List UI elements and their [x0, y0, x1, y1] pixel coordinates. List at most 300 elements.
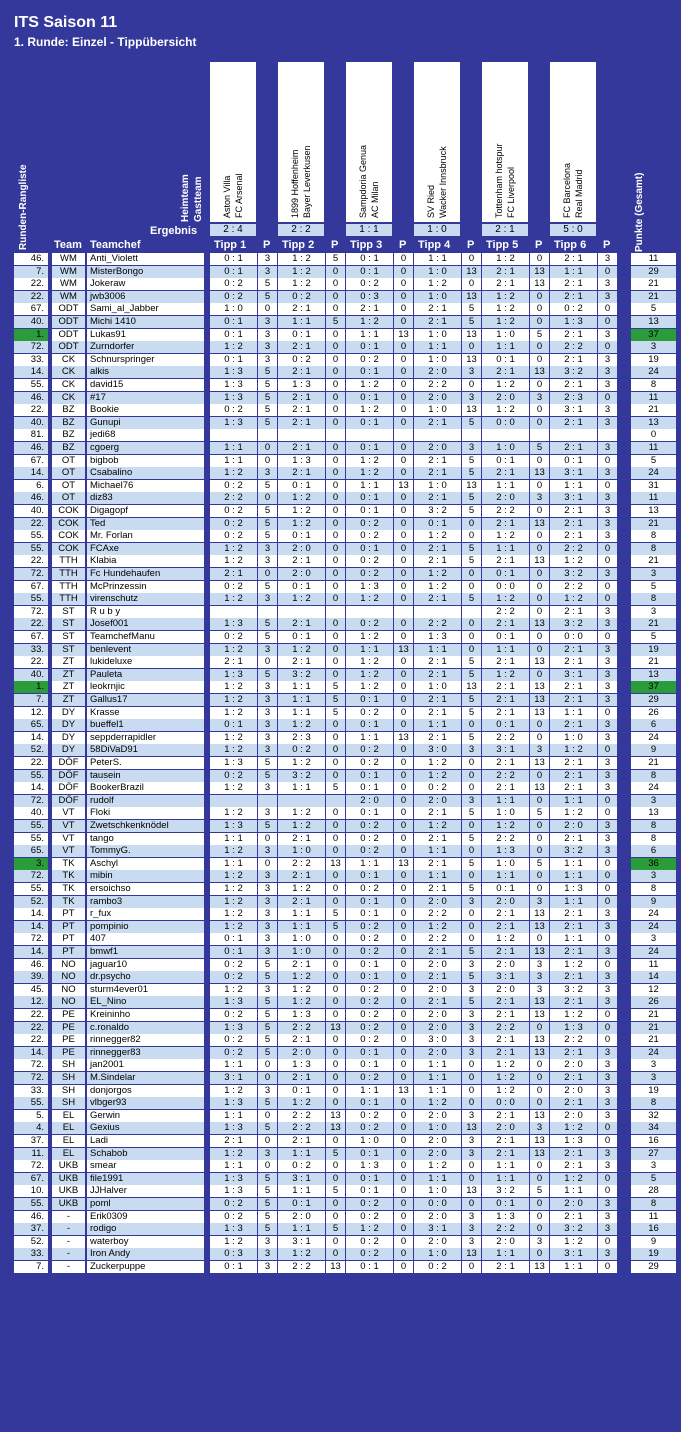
points-cell: 13	[530, 555, 549, 567]
points-cell: 0	[326, 266, 345, 278]
tipp-cell: 0 : 0	[550, 631, 597, 643]
points-cell: 13	[394, 732, 413, 744]
points-cell: 0	[394, 996, 413, 1008]
rank-cell: 55.	[14, 1097, 48, 1109]
tipp-cell: 0 : 2	[278, 744, 325, 756]
points-cell: 0	[530, 820, 549, 832]
points-cell: 5	[326, 908, 345, 920]
tipp-cell: 1 : 0	[414, 291, 461, 303]
tipp-cell: 0 : 2	[278, 354, 325, 366]
table-row	[0, 618, 681, 631]
points-cell: 0	[394, 1236, 413, 1248]
points-cell	[462, 429, 481, 441]
team-cell: DÖF	[52, 795, 85, 807]
team-cell: UKB	[52, 1173, 85, 1185]
tipp-cell: 0 : 2	[346, 354, 393, 366]
rank-cell: 55.	[14, 530, 48, 542]
points-cell: 0	[530, 543, 549, 555]
tipp-cell: 3 : 2	[550, 845, 597, 857]
tipp-cell: 0 : 1	[550, 455, 597, 467]
total-points-cell: 13	[631, 505, 676, 517]
tipp-cell: 0 : 2	[210, 291, 257, 303]
tipp-cell: 3 : 1	[550, 492, 597, 504]
points-cell: 3	[598, 366, 617, 378]
points-cell: 3	[598, 568, 617, 580]
rank-cell: 33.	[14, 644, 48, 656]
tipp-cell: 1 : 1	[482, 870, 529, 882]
tipp-cell: 1 : 0	[278, 845, 325, 857]
tipp-cell: 1 : 3	[550, 1022, 597, 1034]
tipp-cell: 2 : 1	[550, 908, 597, 920]
rank-cell: 7.	[14, 1261, 48, 1273]
teamchef-cell: 407	[87, 933, 204, 945]
away-team-name: FC Arsenal	[234, 173, 244, 218]
teamchef-cell: TeamchefManu	[87, 631, 204, 643]
total-points-cell: 31	[631, 480, 676, 492]
points-cell: 0	[462, 341, 481, 353]
points-cell: 0	[394, 1148, 413, 1160]
teamchef-cell: lukideluxe	[87, 656, 204, 668]
total-points-cell: 11	[631, 1211, 676, 1223]
tipp-cell: 1 : 1	[210, 833, 257, 845]
points-cell: 0	[530, 1085, 549, 1097]
total-points-cell: 26	[631, 996, 676, 1008]
away-team-name: AC Milan	[370, 181, 380, 218]
tipp-cell: 2 : 2	[414, 908, 461, 920]
points-cell: 3	[530, 1122, 549, 1134]
heimteam-label: Heimteam	[180, 174, 191, 222]
tipp-cell: 1 : 2	[414, 568, 461, 580]
points-cell: 0	[394, 870, 413, 882]
total-points-cell: 8	[631, 543, 676, 555]
tipp-cell: 0 : 2	[210, 404, 257, 416]
points-cell: 0	[530, 933, 549, 945]
team-cell: TK	[52, 858, 85, 870]
points-cell: 3	[598, 1160, 617, 1172]
points-cell: 13	[462, 1185, 481, 1197]
points-cell: 13	[530, 266, 549, 278]
points-cell: 3	[462, 1223, 481, 1235]
points-cell: 0	[462, 278, 481, 290]
table-row	[0, 329, 681, 342]
points-cell: 0	[394, 883, 413, 895]
tipp-cell: 1 : 0	[550, 732, 597, 744]
points-cell: 0	[530, 404, 549, 416]
tipp-cell: 0 : 0	[482, 417, 529, 429]
points-cell: 0	[326, 984, 345, 996]
tipp-cell: 1 : 2	[278, 757, 325, 769]
match-result-2: 2 : 2	[278, 224, 324, 236]
page-title: ITS Saison 11	[14, 14, 118, 31]
tipp-cell: 2 : 1	[278, 656, 325, 668]
tipp-cell: 0 : 1	[278, 631, 325, 643]
tipp-cell	[346, 606, 393, 618]
table-row	[0, 921, 681, 934]
rank-cell: 46.	[14, 253, 48, 265]
tipp-cell: 2 : 1	[346, 303, 393, 315]
match-header-4	[414, 62, 460, 222]
tipp-cell: 1 : 2	[210, 782, 257, 794]
points-cell: 5	[462, 996, 481, 1008]
tipp-cell: 0 : 1	[278, 581, 325, 593]
tipp-cell: 2 : 0	[414, 1047, 461, 1059]
points-cell: 0	[462, 618, 481, 630]
tipp-cell: 1 : 1	[210, 455, 257, 467]
points-cell: 3	[258, 921, 277, 933]
team-cell: TK	[52, 883, 85, 895]
total-points-cell: 16	[631, 1135, 676, 1147]
tipp-header-6: Tipp 6	[554, 239, 587, 251]
points-cell: 0	[462, 757, 481, 769]
points-cell: 0	[394, 694, 413, 706]
points-cell: 0	[598, 1173, 617, 1185]
points-cell: 13	[530, 278, 549, 290]
rank-cell: 7.	[14, 266, 48, 278]
total-points-cell: 8	[631, 1198, 676, 1210]
points-cell: 0	[394, 1034, 413, 1046]
tipp-cell: 0 : 1	[346, 694, 393, 706]
tipp-cell: 2 : 1	[482, 1261, 529, 1273]
total-points-cell: 37	[631, 329, 676, 341]
points-cell: 0	[326, 543, 345, 555]
tipp-cell: 2 : 1	[414, 694, 461, 706]
rank-cell: 22.	[14, 656, 48, 668]
tipp-cell: 1 : 2	[550, 959, 597, 971]
tipp-cell: 1 : 2	[482, 404, 529, 416]
total-points-cell: 21	[631, 1022, 676, 1034]
tipp-cell: 0 : 1	[346, 1261, 393, 1273]
tipp-cell: 2 : 1	[482, 555, 529, 567]
teamchef-cell: Fc Hundehaufen	[87, 568, 204, 580]
points-cell: 0	[598, 555, 617, 567]
team-cell: ST	[52, 631, 85, 643]
tipp-cell: 1 : 2	[482, 1059, 529, 1071]
points-cell: 0	[462, 870, 481, 882]
tipp-cell: 3 : 1	[210, 1072, 257, 1084]
tipp-cell: 1 : 0	[414, 480, 461, 492]
teamchef-cell: Aschyl	[87, 858, 204, 870]
table-row	[0, 417, 681, 430]
tipp-cell: 1 : 1	[278, 694, 325, 706]
tipp-cell: 2 : 1	[278, 555, 325, 567]
points-cell: 13	[462, 480, 481, 492]
table-row	[0, 392, 681, 405]
teamchef-cell: alkis	[87, 366, 204, 378]
points-cell: 0	[394, 455, 413, 467]
points-cell: 0	[258, 656, 277, 668]
points-cell: 3	[258, 707, 277, 719]
tipp-cell: 0 : 1	[346, 417, 393, 429]
total-points-cell: 5	[631, 631, 676, 643]
points-cell: 3	[598, 669, 617, 681]
tipp-cell: 1 : 0	[414, 1248, 461, 1260]
rank-cell: 52.	[14, 896, 48, 908]
tipp-cell: 1 : 0	[414, 681, 461, 693]
tipp-cell: 1 : 1	[550, 1185, 597, 1197]
points-cell: 0	[394, 1135, 413, 1147]
rank-cell: 1.	[14, 329, 48, 341]
table-row	[0, 1034, 681, 1047]
points-header-5: P	[535, 239, 543, 251]
teamchef-cell: BookerBrazil	[87, 782, 204, 794]
points-cell: 0	[394, 1160, 413, 1172]
tipp-cell: 1 : 1	[278, 1148, 325, 1160]
home-team-name: FC Barcelona	[562, 162, 572, 218]
match-result-5: 2 : 1	[482, 224, 528, 236]
table-row	[0, 341, 681, 354]
total-points-cell: 5	[631, 1173, 676, 1185]
points-cell: 3	[258, 933, 277, 945]
tipp-cell: 0 : 1	[346, 807, 393, 819]
tipp-cell: 2 : 0	[414, 366, 461, 378]
total-points-cell: 16	[631, 1223, 676, 1235]
tipp-cell: 1 : 2	[482, 291, 529, 303]
tipp-cell: 1 : 2	[210, 1236, 257, 1248]
points-cell: 0	[462, 933, 481, 945]
tipp-cell: 1 : 3	[210, 417, 257, 429]
points-cell: 5	[462, 467, 481, 479]
points-cell: 5	[530, 329, 549, 341]
table-row	[0, 644, 681, 657]
points-cell: 13	[462, 354, 481, 366]
rank-cell: 22.	[14, 757, 48, 769]
total-points-cell: 24	[631, 467, 676, 479]
points-cell: 0	[326, 341, 345, 353]
team-cell: EL	[52, 1110, 85, 1122]
teamchef-cell: virenschutz	[87, 593, 204, 605]
points-cell: 3	[462, 1135, 481, 1147]
points-cell: 3	[258, 1085, 277, 1097]
points-cell: 3	[598, 833, 617, 845]
points-cell: 0	[394, 555, 413, 567]
total-points-cell: 21	[631, 291, 676, 303]
teamchef-cell: Klabia	[87, 555, 204, 567]
total-points-cell: 8	[631, 1097, 676, 1109]
rank-cell: 22.	[14, 555, 48, 567]
points-cell: 0	[530, 883, 549, 895]
table-row	[0, 1261, 681, 1274]
rank-cell: 3.	[14, 858, 48, 870]
tipp-cell: 2 : 0	[278, 1211, 325, 1223]
tipp-cell: 1 : 0	[482, 807, 529, 819]
total-points-cell: 21	[631, 656, 676, 668]
tipp-cell: 1 : 0	[482, 329, 529, 341]
points-cell: 0	[462, 820, 481, 832]
tipp-cell: 1 : 2	[346, 455, 393, 467]
tipp-cell: 2 : 1	[414, 807, 461, 819]
points-cell: 5	[462, 946, 481, 958]
tipp-cell: 3 : 1	[414, 1223, 461, 1235]
tipp-cell: 2 : 1	[278, 467, 325, 479]
teamchef-cell: Schnurspringer	[87, 354, 204, 366]
total-points-cell: 8	[631, 833, 676, 845]
tipp-cell: 0 : 2	[346, 744, 393, 756]
table-row	[0, 1223, 681, 1236]
tipp-cell: 2 : 1	[278, 442, 325, 454]
total-points-cell: 8	[631, 379, 676, 391]
tipp-cell: 0 : 2	[346, 984, 393, 996]
points-cell: 0	[598, 933, 617, 945]
points-cell: 0	[530, 253, 549, 265]
tipp-cell: 0 : 2	[210, 1034, 257, 1046]
tipp-cell: 0 : 1	[482, 455, 529, 467]
total-points-cell: 32	[631, 1110, 676, 1122]
points-cell: 0	[394, 492, 413, 504]
tipp-cell: 1 : 2	[414, 757, 461, 769]
ergebnis-label: Ergebnis	[150, 225, 198, 237]
total-points-cell: 19	[631, 644, 676, 656]
tipp-cell: 0 : 1	[346, 770, 393, 782]
points-cell: 3	[462, 1034, 481, 1046]
points-cell: 0	[326, 1211, 345, 1223]
tipp-cell: 0 : 2	[346, 757, 393, 769]
points-cell: 0	[326, 278, 345, 290]
points-cell: 0	[394, 467, 413, 479]
team-cell: WM	[52, 278, 85, 290]
tipp-cell: 2 : 1	[550, 606, 597, 618]
tipp-cell: 1 : 3	[346, 1160, 393, 1172]
points-cell: 0	[598, 581, 617, 593]
tipp-cell: 1 : 2	[482, 316, 529, 328]
points-cell: 0	[326, 492, 345, 504]
points-cell: 0	[394, 757, 413, 769]
tipp-cell	[210, 606, 257, 618]
points-cell: 0	[394, 505, 413, 517]
tipp-cell: 0 : 2	[346, 618, 393, 630]
tipp-cell: 2 : 0	[278, 568, 325, 580]
points-cell: 3	[598, 1085, 617, 1097]
rank-cell: 33.	[14, 354, 48, 366]
tipp-cell: 2 : 0	[482, 492, 529, 504]
tipp-cell: 2 : 1	[482, 757, 529, 769]
tipp-cell: 1 : 1	[482, 795, 529, 807]
table-row	[0, 1097, 681, 1110]
tipp-cell: 0 : 1	[346, 959, 393, 971]
table-row	[0, 1185, 681, 1198]
tipp-cell: 2 : 0	[278, 543, 325, 555]
team-cell: UKB	[52, 1185, 85, 1197]
tipp-cell: 3 : 1	[482, 744, 529, 756]
points-cell: 3	[598, 1211, 617, 1223]
points-cell: 3	[598, 1148, 617, 1160]
points-cell: 3	[598, 518, 617, 530]
table-row	[0, 1135, 681, 1148]
tipp-cell: 0 : 2	[346, 1110, 393, 1122]
points-cell: 5	[258, 278, 277, 290]
points-cell: 0	[326, 870, 345, 882]
tipp-cell: 2 : 1	[482, 467, 529, 479]
tipp-cell: 1 : 3	[210, 996, 257, 1008]
points-cell: 0	[394, 782, 413, 794]
team-cell: VT	[52, 845, 85, 857]
rank-cell: 33.	[14, 1085, 48, 1097]
teamchef-cell: smear	[87, 1160, 204, 1172]
points-cell: 0	[394, 984, 413, 996]
points-cell: 0	[598, 1185, 617, 1197]
tipp-cell: 2 : 1	[210, 656, 257, 668]
points-cell: 3	[258, 870, 277, 882]
table-row	[0, 455, 681, 468]
teamchef-header: Teamchef	[90, 239, 141, 251]
points-cell: 3	[530, 1236, 549, 1248]
points-cell: 3	[462, 442, 481, 454]
points-cell	[394, 606, 413, 618]
points-cell: 0	[326, 845, 345, 857]
tipp-cell: 2 : 0	[482, 959, 529, 971]
table-row	[0, 379, 681, 392]
points-cell: 0	[394, 442, 413, 454]
team-cell: DY	[52, 744, 85, 756]
points-cell: 0	[394, 744, 413, 756]
points-cell: 0	[326, 883, 345, 895]
tipp-cell: 0 : 1	[210, 946, 257, 958]
points-cell: 0	[530, 354, 549, 366]
team-cell: EL	[52, 1148, 85, 1160]
team-cell: BZ	[52, 417, 85, 429]
tipp-cell: 1 : 2	[210, 1085, 257, 1097]
tipp-cell: 2 : 1	[550, 1072, 597, 1084]
tipp-cell: 1 : 2	[550, 1173, 597, 1185]
points-cell: 13	[530, 908, 549, 920]
tipp-cell: 2 : 2	[550, 1034, 597, 1046]
tipp-cell: 1 : 2	[414, 1160, 461, 1172]
tipp-cell: 2 : 1	[482, 1047, 529, 1059]
total-points-cell: 5	[631, 303, 676, 315]
tipp-cell: 2 : 1	[550, 530, 597, 542]
tipp-cell: 2 : 1	[482, 518, 529, 530]
tipp-cell: 2 : 1	[278, 870, 325, 882]
table-row	[0, 896, 681, 909]
points-cell: 0	[462, 631, 481, 643]
tipp-cell: 0 : 2	[210, 1047, 257, 1059]
team-cell: ZT	[52, 656, 85, 668]
points-cell: 5	[462, 694, 481, 706]
tipp-cell	[482, 429, 529, 441]
total-points-cell: 21	[631, 518, 676, 530]
tipp-cell: 1 : 1	[414, 253, 461, 265]
points-cell: 3	[598, 946, 617, 958]
team-cell: NO	[52, 996, 85, 1008]
points-cell: 0	[462, 1059, 481, 1071]
rank-cell: 81.	[14, 429, 48, 441]
tipp-cell: 1 : 0	[278, 933, 325, 945]
rank-cell: 14.	[14, 366, 48, 378]
points-cell: 3	[598, 530, 617, 542]
points-cell: 3	[462, 366, 481, 378]
table-row	[0, 316, 681, 329]
table-row	[0, 568, 681, 581]
tipp-cell: 0 : 2	[210, 770, 257, 782]
points-cell: 3	[258, 354, 277, 366]
tipp-cell: 1 : 0	[414, 329, 461, 341]
tipp-cell: 2 : 0	[550, 1198, 597, 1210]
tipp-cell: 2 : 2	[210, 492, 257, 504]
tipp-cell	[210, 429, 257, 441]
tipp-cell	[414, 606, 461, 618]
table-row	[0, 404, 681, 417]
tipp-header-5: Tipp 5	[486, 239, 519, 251]
total-points-cell: 9	[631, 1236, 676, 1248]
total-points-cell: 6	[631, 719, 676, 731]
rank-cell: 40.	[14, 505, 48, 517]
tipp-cell: 1 : 2	[278, 492, 325, 504]
total-points-cell: 24	[631, 1047, 676, 1059]
points-cell: 0	[394, 1009, 413, 1021]
tipp-cell: 2 : 1	[550, 719, 597, 731]
team-cell: OT	[52, 467, 85, 479]
total-points-cell: 13	[631, 669, 676, 681]
tipp-cell: 0 : 2	[346, 820, 393, 832]
